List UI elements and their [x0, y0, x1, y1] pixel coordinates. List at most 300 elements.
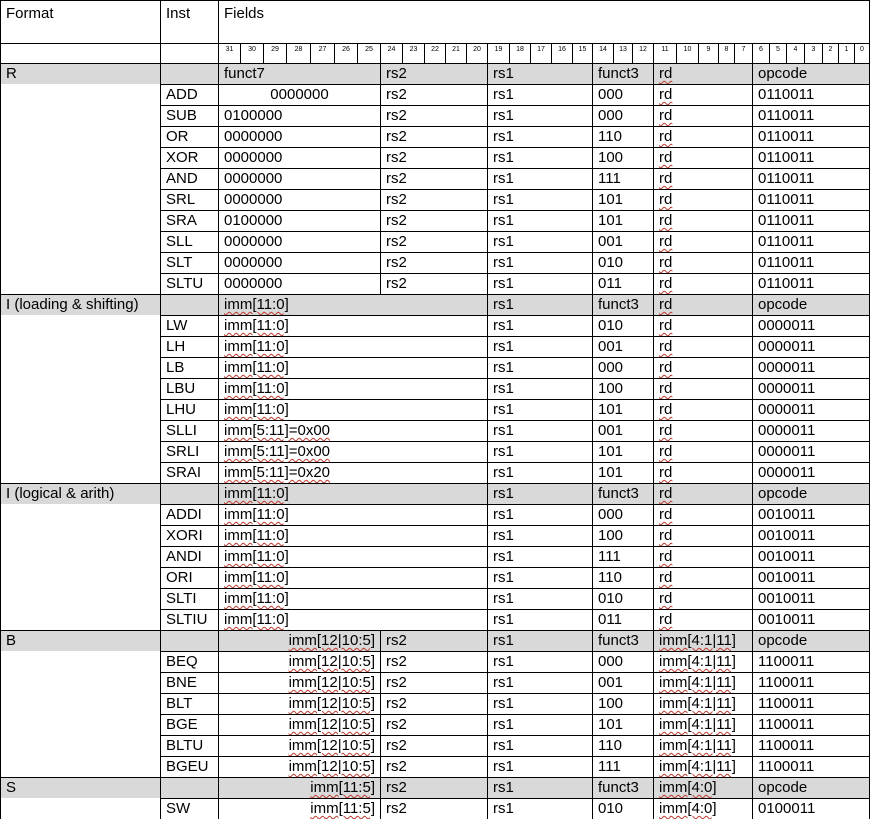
field-value: rd [653, 546, 752, 567]
bit-number: 14 [592, 43, 613, 63]
field-value: imm[11:0] [218, 546, 487, 567]
field-value: 101 [592, 189, 653, 210]
field-value: rs1 [487, 735, 592, 756]
field-value: rs1 [487, 105, 592, 126]
header-fields: Fields [218, 0, 870, 43]
field-header: imm[4:1|11] [653, 630, 752, 651]
field-header: opcode [752, 777, 870, 798]
field-value: 0000000 [218, 252, 380, 273]
field-value: 0110011 [752, 84, 870, 105]
field-value: rs1 [487, 273, 592, 294]
field-header: rd [653, 483, 752, 504]
field-value: 000 [592, 504, 653, 525]
field-value: rs1 [487, 84, 592, 105]
field-value: rd [653, 273, 752, 294]
bit-number: 7 [734, 43, 752, 63]
bit-number: 4 [786, 43, 804, 63]
field-header: rs1 [487, 63, 592, 84]
field-value: rs2 [380, 147, 487, 168]
group-cell-blank [0, 567, 160, 588]
field-value: rs1 [487, 357, 592, 378]
field-value: rd [653, 147, 752, 168]
group-cell-blank [0, 273, 160, 294]
field-header: imm[11:5] [218, 777, 380, 798]
bit-number: 12 [632, 43, 653, 63]
field-value: rs1 [487, 168, 592, 189]
field-value: rs1 [487, 672, 592, 693]
field-header: funct3 [592, 483, 653, 504]
field-value: 1100011 [752, 714, 870, 735]
inst-name: AND [160, 168, 218, 189]
bit-number: 10 [676, 43, 698, 63]
field-value: imm[12|10:5] [218, 714, 380, 735]
bit-number: 24 [380, 43, 402, 63]
group-cell-blank [0, 399, 160, 420]
field-value: 111 [592, 756, 653, 777]
bit-number: 27 [310, 43, 334, 63]
field-header: rs2 [380, 630, 487, 651]
field-value: rd [653, 168, 752, 189]
field-value: rs2 [380, 693, 487, 714]
field-value: imm[11:0] [218, 504, 487, 525]
field-value: rs1 [487, 126, 592, 147]
group-cell-blank [0, 504, 160, 525]
field-value: rs1 [487, 609, 592, 630]
group-cell-blank [0, 252, 160, 273]
field-value: rs1 [487, 231, 592, 252]
inst-name: ORI [160, 567, 218, 588]
inst-name: LH [160, 336, 218, 357]
field-header: rd [653, 294, 752, 315]
field-value: imm[4:1|11] [653, 672, 752, 693]
field-value: 100 [592, 147, 653, 168]
field-value: rd [653, 399, 752, 420]
field-value: 0100000 [218, 210, 380, 231]
field-value: 100 [592, 693, 653, 714]
inst-name: ADDI [160, 504, 218, 525]
field-value: 0010011 [752, 609, 870, 630]
field-value: rs1 [487, 546, 592, 567]
field-value: rs2 [380, 210, 487, 231]
field-value: rs2 [380, 252, 487, 273]
field-value: imm[4:1|11] [653, 714, 752, 735]
group-title: R [0, 63, 160, 84]
field-value: rd [653, 315, 752, 336]
group-title: S [0, 777, 160, 798]
field-value: rd [653, 525, 752, 546]
field-header: rd [653, 63, 752, 84]
inst-name: SLTIU [160, 609, 218, 630]
field-value: rs1 [487, 567, 592, 588]
field-value: rd [653, 567, 752, 588]
field-value: rd [653, 504, 752, 525]
field-value: imm[5:11]=0x20 [218, 462, 487, 483]
field-header: imm[12|10:5] [218, 630, 380, 651]
field-value: 000 [592, 105, 653, 126]
bit-row-format-blank [0, 43, 160, 63]
field-value: 0000000 [218, 168, 380, 189]
field-header: imm[11:0] [218, 483, 487, 504]
field-value: 0000011 [752, 336, 870, 357]
field-value: rd [653, 441, 752, 462]
field-value: 1100011 [752, 672, 870, 693]
field-value: 0000000 [218, 84, 380, 105]
group-cell-blank [0, 588, 160, 609]
field-value: imm[5:11]=0x00 [218, 420, 487, 441]
field-value: imm[12|10:5] [218, 651, 380, 672]
bit-row-inst-blank [160, 43, 218, 63]
bit-number: 30 [240, 43, 263, 63]
field-value: imm[11:0] [218, 336, 487, 357]
field-value: imm[4:1|11] [653, 693, 752, 714]
inst-name: BNE [160, 672, 218, 693]
group-cell-blank [0, 105, 160, 126]
group-cell-blank [0, 525, 160, 546]
field-value: 011 [592, 609, 653, 630]
field-value: 0000011 [752, 462, 870, 483]
field-value: 100 [592, 525, 653, 546]
field-value: 110 [592, 735, 653, 756]
bit-number: 6 [752, 43, 769, 63]
bit-number: 8 [718, 43, 734, 63]
inst-name: SW [160, 798, 218, 819]
field-value: 101 [592, 210, 653, 231]
inst-name: SLTU [160, 273, 218, 294]
field-value: 110 [592, 567, 653, 588]
field-value: 010 [592, 315, 653, 336]
bit-number: 23 [402, 43, 424, 63]
field-value: rs2 [380, 714, 487, 735]
group-cell-blank [0, 420, 160, 441]
field-value: 0110011 [752, 189, 870, 210]
field-header: funct3 [592, 630, 653, 651]
group-cell-blank [0, 315, 160, 336]
bit-number: 15 [572, 43, 592, 63]
field-value: 1100011 [752, 651, 870, 672]
inst-name: XOR [160, 147, 218, 168]
field-value: imm[11:5] [218, 798, 380, 819]
field-value: 000 [592, 357, 653, 378]
field-value: 0110011 [752, 210, 870, 231]
bit-number: 0 [854, 43, 870, 63]
field-value: rs2 [380, 84, 487, 105]
inst-name: LW [160, 315, 218, 336]
field-value: 100 [592, 378, 653, 399]
field-value: imm[11:0] [218, 609, 487, 630]
field-value: imm[4:0] [653, 798, 752, 819]
field-value: 0000011 [752, 399, 870, 420]
field-value: rs2 [380, 651, 487, 672]
field-value: 010 [592, 252, 653, 273]
field-value: rs1 [487, 399, 592, 420]
group-cell-blank [0, 357, 160, 378]
field-header: opcode [752, 483, 870, 504]
inst-name: SLLI [160, 420, 218, 441]
bit-number: 13 [613, 43, 632, 63]
field-value: imm[11:0] [218, 588, 487, 609]
inst-name: LHU [160, 399, 218, 420]
header-inst: Inst [160, 0, 218, 43]
field-value: 1100011 [752, 693, 870, 714]
field-value: rs1 [487, 147, 592, 168]
field-value: 101 [592, 441, 653, 462]
field-value: rs2 [380, 189, 487, 210]
inst-name: BLT [160, 693, 218, 714]
field-value: imm[4:1|11] [653, 756, 752, 777]
inst-name: BLTU [160, 735, 218, 756]
field-value: imm[4:1|11] [653, 735, 752, 756]
group-cell-blank [0, 378, 160, 399]
field-value: imm[11:0] [218, 525, 487, 546]
field-value: 0000011 [752, 441, 870, 462]
field-value: 111 [592, 168, 653, 189]
bit-number: 9 [698, 43, 718, 63]
field-value: rs1 [487, 714, 592, 735]
field-value: 0000000 [218, 189, 380, 210]
field-value: 0100000 [218, 105, 380, 126]
bit-number: 20 [466, 43, 487, 63]
bit-number: 3 [804, 43, 822, 63]
field-value: rs1 [487, 441, 592, 462]
field-value: rs1 [487, 651, 592, 672]
group-header-inst-blank [160, 483, 218, 504]
group-cell-blank [0, 546, 160, 567]
inst-name: SUB [160, 105, 218, 126]
bit-number: 25 [357, 43, 380, 63]
field-value: rs1 [487, 420, 592, 441]
field-value: rs2 [380, 126, 487, 147]
group-cell-blank [0, 672, 160, 693]
field-value: rd [653, 609, 752, 630]
field-value: 011 [592, 273, 653, 294]
field-header: funct3 [592, 777, 653, 798]
group-header-inst-blank [160, 777, 218, 798]
inst-name: LBU [160, 378, 218, 399]
group-cell-blank [0, 693, 160, 714]
field-value: rd [653, 105, 752, 126]
inst-name: ANDI [160, 546, 218, 567]
inst-name: SRA [160, 210, 218, 231]
field-value: rd [653, 126, 752, 147]
field-value: 0010011 [752, 525, 870, 546]
field-value: 0110011 [752, 105, 870, 126]
field-value: rd [653, 252, 752, 273]
field-value: 0000011 [752, 357, 870, 378]
inst-name: BEQ [160, 651, 218, 672]
field-value: 0010011 [752, 504, 870, 525]
field-value: rs2 [380, 798, 487, 819]
field-value: 0010011 [752, 588, 870, 609]
inst-name: SLT [160, 252, 218, 273]
group-cell-blank [0, 231, 160, 252]
field-value: imm[11:0] [218, 315, 487, 336]
field-value: 0000000 [218, 126, 380, 147]
field-value: rs2 [380, 735, 487, 756]
field-value: imm[11:0] [218, 378, 487, 399]
field-value: 0010011 [752, 546, 870, 567]
group-title: I (logical & arith) [0, 483, 160, 504]
field-value: 0000000 [218, 147, 380, 168]
group-cell-blank [0, 336, 160, 357]
field-value: 0110011 [752, 126, 870, 147]
field-value: 010 [592, 588, 653, 609]
group-cell-blank [0, 651, 160, 672]
group-header-inst-blank [160, 294, 218, 315]
field-value: 0000000 [218, 231, 380, 252]
field-value: 0110011 [752, 168, 870, 189]
field-header: rs1 [487, 294, 592, 315]
bit-number: 18 [509, 43, 530, 63]
group-cell-blank [0, 441, 160, 462]
field-value: 1100011 [752, 735, 870, 756]
field-header: rs1 [487, 483, 592, 504]
field-value: rs1 [487, 504, 592, 525]
field-value: rs1 [487, 693, 592, 714]
bit-number: 26 [334, 43, 357, 63]
field-value: rs2 [380, 231, 487, 252]
field-value: 0110011 [752, 252, 870, 273]
field-value: 0110011 [752, 147, 870, 168]
field-value: rs1 [487, 798, 592, 819]
field-value: 0000011 [752, 378, 870, 399]
field-value: 1100011 [752, 756, 870, 777]
bit-number: 11 [653, 43, 676, 63]
field-value: imm[11:0] [218, 357, 487, 378]
group-cell-blank [0, 210, 160, 231]
field-value: rd [653, 357, 752, 378]
inst-name: SLTI [160, 588, 218, 609]
field-value: rd [653, 462, 752, 483]
field-value: 111 [592, 546, 653, 567]
inst-name: BGE [160, 714, 218, 735]
field-value: 0010011 [752, 567, 870, 588]
field-value: rd [653, 210, 752, 231]
field-header: rs2 [380, 777, 487, 798]
bit-number: 1 [838, 43, 854, 63]
group-header-inst-blank [160, 63, 218, 84]
field-value: rs1 [487, 378, 592, 399]
field-header: imm[11:0] [218, 294, 487, 315]
field-value: rd [653, 378, 752, 399]
field-value: imm[11:0] [218, 399, 487, 420]
field-header: opcode [752, 630, 870, 651]
field-value: imm[12|10:5] [218, 672, 380, 693]
field-value: imm[11:0] [218, 567, 487, 588]
field-value: imm[5:11]=0x00 [218, 441, 487, 462]
field-value: rd [653, 189, 752, 210]
field-value: 0000000 [218, 273, 380, 294]
inst-name: OR [160, 126, 218, 147]
group-title: B [0, 630, 160, 651]
field-value: rs2 [380, 756, 487, 777]
field-value: rs2 [380, 672, 487, 693]
field-value: 001 [592, 420, 653, 441]
bit-number: 5 [769, 43, 786, 63]
field-value: rs1 [487, 336, 592, 357]
group-cell-blank [0, 168, 160, 189]
field-value: 101 [592, 462, 653, 483]
group-cell-blank [0, 126, 160, 147]
field-value: 0110011 [752, 273, 870, 294]
inst-name: SRAI [160, 462, 218, 483]
inst-name: SRL [160, 189, 218, 210]
header-format: Format [0, 0, 160, 43]
field-value: rd [653, 588, 752, 609]
group-cell-blank [0, 714, 160, 735]
field-value: rs1 [487, 210, 592, 231]
field-value: imm[12|10:5] [218, 693, 380, 714]
field-value: rs1 [487, 756, 592, 777]
field-header: funct7 [218, 63, 380, 84]
field-header: rs2 [380, 63, 487, 84]
field-value: rs2 [380, 273, 487, 294]
inst-name: BGEU [160, 756, 218, 777]
group-cell-blank [0, 147, 160, 168]
field-value: rs1 [487, 525, 592, 546]
field-value: rs1 [487, 588, 592, 609]
group-cell-blank [0, 756, 160, 777]
field-value: 000 [592, 651, 653, 672]
group-cell-blank [0, 798, 160, 819]
field-value: imm[12|10:5] [218, 735, 380, 756]
bit-number: 29 [263, 43, 286, 63]
group-cell-blank [0, 462, 160, 483]
field-value: imm[4:1|11] [653, 651, 752, 672]
group-cell-blank [0, 84, 160, 105]
field-value: rs1 [487, 252, 592, 273]
group-header-inst-blank [160, 630, 218, 651]
field-header: imm[4:0] [653, 777, 752, 798]
field-value: 101 [592, 714, 653, 735]
inst-name: SRLI [160, 441, 218, 462]
bit-number: 22 [424, 43, 445, 63]
field-header: funct3 [592, 63, 653, 84]
field-value: 010 [592, 798, 653, 819]
field-value: rd [653, 84, 752, 105]
field-value: 001 [592, 231, 653, 252]
field-value: rs2 [380, 168, 487, 189]
field-value: 001 [592, 336, 653, 357]
field-header: rs1 [487, 777, 592, 798]
field-header: funct3 [592, 294, 653, 315]
bit-number: 17 [530, 43, 551, 63]
field-value: 000 [592, 84, 653, 105]
field-value: 0100011 [752, 798, 870, 819]
group-cell-blank [0, 735, 160, 756]
inst-name: ADD [160, 84, 218, 105]
field-value: 110 [592, 126, 653, 147]
field-value: rs1 [487, 462, 592, 483]
bit-number: 31 [218, 43, 240, 63]
field-value: 0110011 [752, 231, 870, 252]
field-value: 001 [592, 672, 653, 693]
field-value: rs2 [380, 105, 487, 126]
bit-number: 19 [487, 43, 509, 63]
group-title: I (loading & shifting) [0, 294, 160, 315]
field-value: rd [653, 336, 752, 357]
bit-number: 21 [445, 43, 466, 63]
field-value: imm[12|10:5] [218, 756, 380, 777]
bit-number: 28 [286, 43, 310, 63]
field-value: 0000011 [752, 315, 870, 336]
field-value: 101 [592, 399, 653, 420]
inst-name: LB [160, 357, 218, 378]
field-value: rs1 [487, 189, 592, 210]
field-header: opcode [752, 294, 870, 315]
field-value: rs1 [487, 315, 592, 336]
group-cell-blank [0, 609, 160, 630]
bit-number: 16 [551, 43, 572, 63]
